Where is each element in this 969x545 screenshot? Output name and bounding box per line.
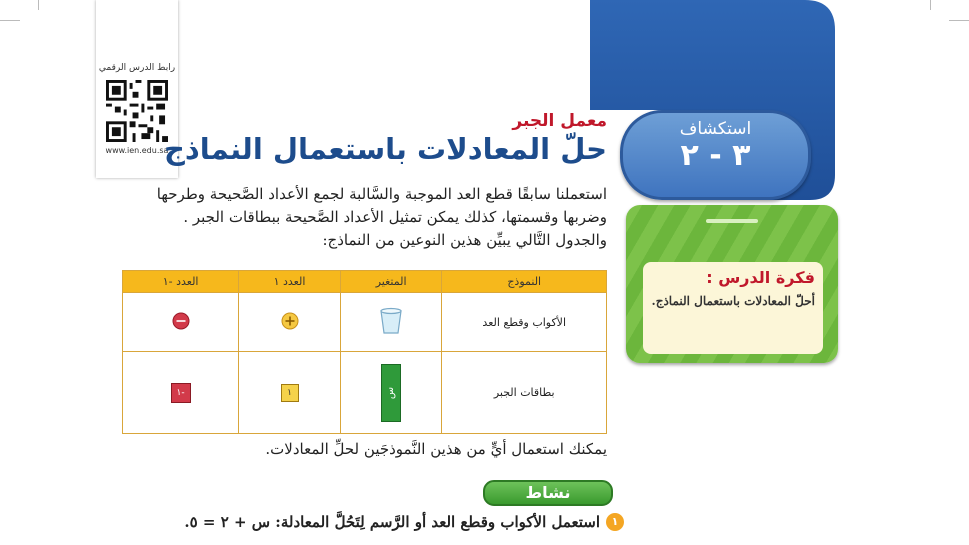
step-text: استعمل الأكواب وقطع العد أو الرَّسم لِتَحُلَّ المعادلة: س + ٢ = ٥. [184, 513, 600, 531]
crop-mark-left-v [38, 0, 39, 10]
negative-tile [171, 383, 191, 403]
lesson-number: ٣ - ٢ [680, 138, 751, 173]
positive-tile-label: ١ [287, 387, 292, 398]
minus-counter-icon [172, 312, 190, 330]
qr-code-icon[interactable] [106, 80, 168, 142]
cup-icon [378, 307, 404, 335]
activity-label: نشاط [483, 480, 613, 506]
col-header-negative-one: العدد -١ [123, 271, 239, 293]
intro-paragraph [137, 183, 607, 252]
idea-card-body [643, 262, 823, 354]
idea-card-accent [706, 219, 758, 223]
col-header-model: النموذج [442, 271, 607, 293]
crop-mark-right [949, 20, 969, 21]
plus-counter-icon [281, 312, 299, 330]
models-table [122, 270, 607, 434]
table-row [123, 352, 607, 434]
table-row [123, 293, 607, 352]
cell-model-name: بطاقات الجبر [442, 352, 607, 434]
cell-negative-one [123, 352, 239, 434]
cell-model-name: الأكواب وقطع العد [442, 293, 607, 352]
table-header-row [123, 271, 607, 293]
col-header-positive-one: العدد ١ [239, 271, 341, 293]
variable-tile-label: س [385, 386, 397, 399]
intro-line: والجدول التَّالي يبيِّن هذين النوعين من النماذج: [322, 231, 607, 249]
qr-url[interactable]: www.ien.edu.sa [105, 146, 169, 155]
page-title: حلّ المعادلات باستعمال النماذج [163, 132, 607, 166]
step-number-badge: ١ [606, 513, 624, 531]
qr-title: رابط الدرس الرقمي [98, 63, 176, 73]
lesson-idea-card [626, 205, 838, 363]
crop-mark-left [0, 20, 20, 21]
idea-title: فكرة الدرس : [706, 268, 815, 287]
activity-step [184, 513, 624, 531]
idea-text: أحلّ المعادلات باستعمال النماذج. [651, 294, 815, 308]
positive-tile [281, 384, 299, 402]
models-note: يمكنك استعمال أيٍّ من هذين النَّموذجَين لحلِّ المعادلات. [265, 440, 607, 458]
intro-line: استعملنا سابقًا قطع العد الموجبة والسَّالبة لجمع الأعداد الصَّحيحة وطرحها [156, 185, 607, 203]
crop-mark-right-v [930, 0, 931, 10]
explore-label: استكشاف [679, 119, 752, 139]
col-header-variable: المتغير [340, 271, 442, 293]
cell-variable [340, 352, 442, 434]
cell-positive-one [239, 293, 341, 352]
section-kicker: معمل الجبر [512, 111, 607, 131]
cell-negative-one [123, 293, 239, 352]
explore-badge [620, 110, 811, 200]
variable-tile [381, 364, 401, 422]
negative-tile-label: -١ [176, 387, 185, 398]
intro-line: وضربها وقسمتها، كذلك يمكن تمثيل الأعداد الصَّحيحة ببطاقات الجبر . [183, 208, 607, 226]
cell-positive-one [239, 352, 341, 434]
cell-variable [340, 293, 442, 352]
